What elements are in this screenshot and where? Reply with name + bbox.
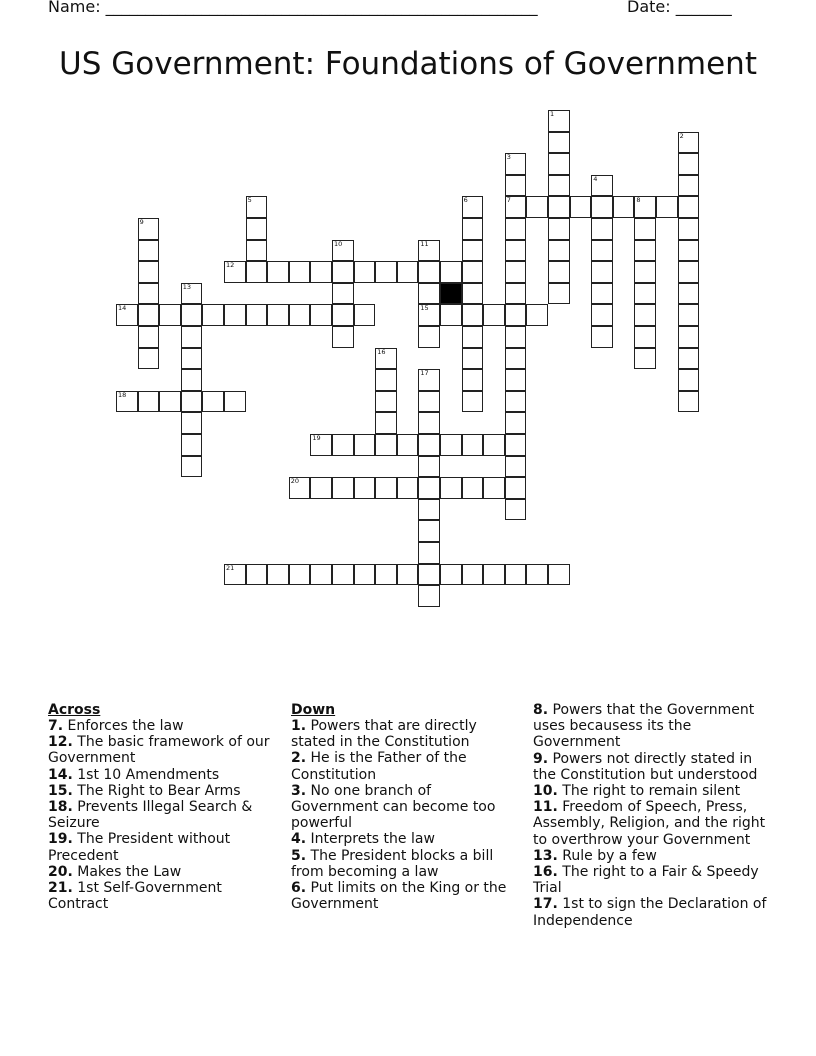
grid-cell[interactable] [181, 369, 203, 391]
grid-cell[interactable] [181, 412, 203, 434]
grid-cell[interactable] [397, 261, 419, 283]
grid-cell[interactable] [116, 304, 138, 326]
clue-item-text: Freedom of Speech, Press, Assembly, Religion, and the right to overthrow your Government [533, 799, 766, 848]
grid-cell[interactable] [678, 261, 700, 283]
black-cell [440, 283, 462, 305]
grid-cell[interactable] [375, 369, 397, 391]
clue-item [533, 799, 773, 848]
clue-number: 19 [312, 434, 321, 442]
clue-number: 2 [679, 131, 684, 140]
clue-item-text: Powers that the Government uses becausess its the Government [533, 702, 755, 751]
grid-cell[interactable] [246, 196, 268, 218]
grid-cell[interactable] [418, 499, 440, 521]
clue-item-number: 15. [48, 782, 73, 799]
grid-cell[interactable] [224, 304, 246, 326]
clue-item-number: 19. [48, 831, 73, 848]
grid-cell[interactable] [462, 434, 484, 456]
clue-item-number: 8. [533, 702, 549, 718]
grid-cell[interactable] [181, 456, 203, 478]
grid-cell[interactable] [418, 456, 440, 478]
clue-number: 18 [118, 390, 127, 399]
grid-cell[interactable] [397, 477, 419, 499]
grid-cell[interactable] [224, 261, 246, 283]
grid-cell[interactable] [505, 153, 527, 175]
grid-cell[interactable] [505, 391, 527, 413]
clue-number: 16 [377, 347, 386, 356]
clue-item-text: Prevents Illegal Search & Seizure [48, 799, 253, 832]
grid-cell[interactable] [548, 240, 570, 262]
grid-cell[interactable] [181, 283, 203, 305]
grid-cell[interactable] [505, 261, 527, 283]
grid-cell[interactable] [634, 218, 656, 240]
grid-cell[interactable] [505, 348, 527, 370]
date-field-line: Date: _______ [627, 0, 732, 16]
grid-cell[interactable] [418, 326, 440, 348]
grid-cell[interactable] [310, 304, 332, 326]
grid-cell[interactable] [332, 261, 354, 283]
grid-cell[interactable] [418, 585, 440, 607]
clue-item-number: 6. [291, 880, 307, 897]
clue-item [48, 734, 284, 766]
grid-cell[interactable] [138, 261, 160, 283]
clue-item [533, 751, 773, 783]
clue-item-text: The right to remain silent [557, 783, 741, 800]
grid-cell[interactable] [375, 391, 397, 413]
across-list [48, 718, 284, 912]
grid-cell[interactable] [505, 218, 527, 240]
clue-number: 13 [182, 282, 192, 291]
grid-cell[interactable] [462, 391, 484, 413]
grid-cell[interactable] [246, 261, 268, 283]
clue-number: 17 [420, 369, 429, 378]
grid-cell[interactable] [678, 240, 700, 262]
clue-item-text: Powers not directly stated in the Constitution but understood [533, 750, 758, 783]
grid-cell[interactable] [462, 369, 484, 391]
grid-cell[interactable] [267, 564, 289, 586]
clue-item-text: The right to a Fair & Speedy Trial [533, 864, 759, 897]
grid-cell[interactable] [181, 348, 203, 370]
grid-cell[interactable] [634, 240, 656, 262]
grid-cell[interactable] [678, 369, 700, 391]
grid-cell[interactable] [462, 218, 484, 240]
grid-cell[interactable] [375, 412, 397, 434]
grid-cell[interactable] [332, 240, 354, 262]
grid-cell[interactable] [591, 196, 613, 218]
clue-item [48, 831, 284, 863]
grid-cell[interactable] [138, 348, 160, 370]
grid-cell[interactable] [462, 477, 484, 499]
grid-cell[interactable] [267, 304, 289, 326]
grid-cell[interactable] [440, 477, 462, 499]
grid-cell[interactable] [397, 564, 419, 586]
grid-cell[interactable] [505, 175, 527, 197]
grid-cell[interactable] [418, 261, 440, 283]
clue-item [533, 896, 773, 928]
grid-cell[interactable] [181, 391, 203, 413]
grid-cell[interactable] [678, 304, 700, 326]
grid-cell[interactable] [526, 304, 548, 326]
grid-cell[interactable] [246, 240, 268, 262]
grid-cell[interactable] [548, 218, 570, 240]
grid-cell[interactable] [138, 283, 160, 305]
clue-item [48, 799, 284, 831]
grid-cell[interactable] [591, 283, 613, 305]
name-field-line: Name: ______________________________________________________ [48, 0, 538, 16]
clue-item [533, 864, 773, 896]
grid-cell[interactable] [289, 261, 311, 283]
grid-cell[interactable] [418, 477, 440, 499]
grid-cell[interactable] [354, 477, 376, 499]
grid-cell[interactable] [159, 304, 181, 326]
grid-cell[interactable] [505, 369, 527, 391]
grid-cell[interactable] [462, 564, 484, 586]
clue-item [291, 848, 509, 880]
clue-item-number: 16. [533, 864, 558, 881]
grid-cell[interactable] [440, 304, 462, 326]
clue-number: 1 [550, 110, 555, 118]
grid-cell[interactable] [505, 412, 527, 434]
grid-cell[interactable] [354, 434, 376, 456]
grid-cell[interactable] [505, 434, 527, 456]
clue-item-text: The basic framework of our Government [48, 734, 270, 767]
grid-cell[interactable] [591, 326, 613, 348]
clue-item-number: 13. [533, 847, 558, 864]
grid-cell[interactable] [181, 326, 203, 348]
grid-cell[interactable] [526, 564, 548, 586]
clue-number: 20 [290, 477, 300, 486]
grid-cell[interactable] [656, 196, 678, 218]
grid-cell[interactable] [181, 434, 203, 456]
grid-cell[interactable] [591, 175, 613, 197]
clue-item [291, 880, 509, 912]
grid-cell[interactable] [634, 326, 656, 348]
grid-cell[interactable] [483, 304, 505, 326]
grid-cell[interactable] [462, 196, 484, 218]
grid-cell[interactable] [354, 304, 376, 326]
grid-cell[interactable] [332, 434, 354, 456]
clue-item-number: 10. [533, 783, 558, 800]
clue-item-number: 1. [291, 718, 307, 734]
grid-cell[interactable] [138, 218, 160, 240]
grid-cell[interactable] [310, 477, 332, 499]
clue-item [533, 848, 773, 864]
grid-cell[interactable] [505, 283, 527, 305]
grid-cell[interactable] [505, 564, 527, 586]
clue-item [48, 718, 284, 734]
grid-cell[interactable] [159, 391, 181, 413]
grid-cell[interactable] [418, 542, 440, 564]
grid-cell[interactable] [354, 564, 376, 586]
down-clues-column-2 [533, 702, 773, 929]
clue-item-number: 21. [48, 880, 73, 897]
grid-cell[interactable] [678, 391, 700, 413]
grid-cell[interactable] [483, 477, 505, 499]
grid-cell[interactable] [440, 261, 462, 283]
grid-cell[interactable] [505, 240, 527, 262]
grid-cell[interactable] [678, 326, 700, 348]
clue-item-text: Powers that are directly stated in the Constitution [291, 718, 477, 751]
grid-cell[interactable] [483, 564, 505, 586]
grid-cell[interactable] [548, 132, 570, 154]
clue-item-number: 3. [291, 782, 307, 799]
grid-cell[interactable] [267, 261, 289, 283]
clue-item-number: 12. [48, 734, 73, 751]
grid-cell[interactable] [505, 326, 527, 348]
grid-cell[interactable] [548, 175, 570, 197]
grid-cell[interactable] [202, 391, 224, 413]
grid-cell[interactable] [310, 434, 332, 456]
clue-item [48, 864, 284, 880]
grid-cell[interactable] [332, 564, 354, 586]
grid-cell[interactable] [634, 348, 656, 370]
clue-number: 14 [118, 304, 127, 313]
grid-cell[interactable] [375, 434, 397, 456]
grid-cell[interactable] [440, 564, 462, 586]
clue-item [291, 783, 509, 832]
page-title: US Government: Foundations of Government [59, 46, 757, 82]
grid-cell[interactable] [375, 477, 397, 499]
grid-cell[interactable] [418, 434, 440, 456]
clue-item-number: 11. [533, 799, 558, 816]
grid-cell[interactable] [678, 196, 700, 218]
grid-cell[interactable] [332, 283, 354, 305]
clue-item [533, 702, 773, 751]
clue-item-number: 17. [533, 896, 558, 913]
grid-cell[interactable] [332, 304, 354, 326]
grid-cell[interactable] [678, 175, 700, 197]
across-clues [48, 702, 284, 912]
clue-number: 10 [334, 239, 343, 248]
clue-item-text: 1st to sign the Declaration of Independence [533, 896, 767, 929]
grid-cell[interactable] [548, 564, 570, 586]
grid-cell[interactable] [634, 283, 656, 305]
grid-cell[interactable] [613, 196, 635, 218]
clue-item [48, 880, 284, 912]
grid-cell[interactable] [138, 304, 160, 326]
grid-cell[interactable] [548, 196, 570, 218]
clue-number: 7 [506, 196, 511, 205]
grid-cell[interactable] [289, 564, 311, 586]
grid-cell[interactable] [246, 564, 268, 586]
clue-number: 6 [463, 196, 468, 205]
clue-item-text: Rule by a few [557, 847, 657, 864]
grid-cell[interactable] [181, 304, 203, 326]
grid-cell[interactable] [462, 326, 484, 348]
grid-cell[interactable] [505, 304, 527, 326]
grid-cell[interactable] [418, 369, 440, 391]
clue-item-text: The President without Precedent [48, 831, 231, 864]
grid-cell[interactable] [418, 304, 440, 326]
grid-cell[interactable] [375, 564, 397, 586]
grid-cell[interactable] [418, 240, 440, 262]
grid-cell[interactable] [440, 434, 462, 456]
down-list-2 [533, 702, 773, 929]
clue-number: 8 [636, 196, 641, 205]
clue-item [291, 750, 509, 782]
grid-cell[interactable] [591, 261, 613, 283]
clue-number: 5 [247, 196, 252, 205]
grid-cell[interactable] [526, 196, 548, 218]
clue-item-text: Put limits on the King or the Government [291, 880, 507, 913]
grid-cell[interactable] [418, 391, 440, 413]
clue-item-number: 5. [291, 847, 307, 864]
grid-cell[interactable] [418, 412, 440, 434]
grid-cell[interactable] [332, 477, 354, 499]
clue-item-text: No one branch of Government can become too powerful [291, 782, 496, 832]
clue-number: 21 [226, 563, 235, 572]
clue-item-text: Interprets the law [306, 831, 435, 848]
clue-item-text: The Right to Bear Arms [72, 782, 241, 799]
grid-cell[interactable] [138, 240, 160, 262]
grid-cell[interactable] [591, 304, 613, 326]
grid-cell[interactable] [548, 110, 570, 132]
grid-cell[interactable] [678, 283, 700, 305]
grid-cell[interactable] [505, 477, 527, 499]
clue-item-number: 9. [533, 750, 549, 767]
clue-number: 3 [506, 153, 511, 162]
grid-cell[interactable] [678, 132, 700, 154]
down-clues-column-1 [291, 702, 509, 912]
clue-item-number: 14. [48, 766, 73, 783]
grid-cell[interactable] [138, 391, 160, 413]
grid-cell[interactable] [678, 153, 700, 175]
down-list-1 [291, 718, 509, 912]
grid-cell[interactable] [548, 153, 570, 175]
clue-number: 15 [420, 304, 429, 313]
grid-cell[interactable] [548, 261, 570, 283]
grid-cell[interactable] [548, 283, 570, 305]
grid-cell[interactable] [591, 240, 613, 262]
grid-cell[interactable] [397, 434, 419, 456]
grid-cell[interactable] [310, 261, 332, 283]
clue-item [48, 767, 284, 783]
across-heading: Across [48, 702, 101, 718]
grid-cell[interactable] [289, 477, 311, 499]
grid-cell[interactable] [462, 283, 484, 305]
grid-cell[interactable] [505, 499, 527, 521]
down-heading: Down [291, 702, 336, 718]
grid-cell[interactable] [289, 304, 311, 326]
clue-item [533, 783, 773, 799]
grid-cell[interactable] [678, 348, 700, 370]
grid-cell[interactable] [634, 261, 656, 283]
clue-item-number: 20. [48, 863, 73, 880]
grid-cell[interactable] [224, 564, 246, 586]
clue-item-text: Enforces the law [63, 718, 184, 734]
clue-item [291, 831, 509, 847]
clue-number: 9 [139, 218, 144, 226]
clue-item [48, 783, 284, 799]
grid-cell[interactable] [634, 304, 656, 326]
grid-cell[interactable] [246, 304, 268, 326]
grid-cell[interactable] [202, 304, 224, 326]
grid-cell[interactable] [310, 564, 332, 586]
grid-cell[interactable] [483, 434, 505, 456]
clue-item-number: 4. [291, 831, 307, 848]
grid-cell[interactable] [375, 261, 397, 283]
clue-item-text: 1st Self-Government Contract [48, 880, 222, 913]
clue-item-text: 1st 10 Amendments [72, 766, 220, 783]
clue-number: 11 [420, 239, 429, 248]
grid-cell[interactable] [634, 196, 656, 218]
clue-item [291, 718, 509, 750]
clue-item-number: 18. [48, 799, 73, 816]
grid-cell[interactable] [570, 196, 592, 218]
clue-item-text: The President blocks a bill from becoming a law [291, 847, 494, 880]
grid-cell[interactable] [462, 240, 484, 262]
clue-item-text: Makes the Law [72, 863, 182, 880]
grid-cell[interactable] [505, 196, 527, 218]
grid-cell[interactable] [224, 391, 246, 413]
grid-cell[interactable] [418, 283, 440, 305]
grid-cell[interactable] [591, 218, 613, 240]
grid-cell[interactable] [418, 520, 440, 542]
grid-cell[interactable] [138, 326, 160, 348]
grid-cell[interactable] [678, 218, 700, 240]
grid-cell[interactable] [354, 261, 376, 283]
grid-cell[interactable] [375, 348, 397, 370]
clue-number: 12 [226, 261, 235, 270]
grid-cell[interactable] [116, 391, 138, 413]
clue-item-number: 7. [48, 718, 64, 734]
grid-cell[interactable] [462, 348, 484, 370]
grid-cell[interactable] [332, 326, 354, 348]
grid-cell[interactable] [505, 456, 527, 478]
grid-cell[interactable] [418, 564, 440, 586]
clue-item-text: He is the Father of the Constitution [291, 750, 467, 783]
clue-item-number: 2. [291, 750, 307, 767]
grid-cell[interactable] [246, 218, 268, 240]
grid-cell[interactable] [462, 261, 484, 283]
grid-cell[interactable] [462, 304, 484, 326]
clue-number: 4 [593, 174, 598, 183]
